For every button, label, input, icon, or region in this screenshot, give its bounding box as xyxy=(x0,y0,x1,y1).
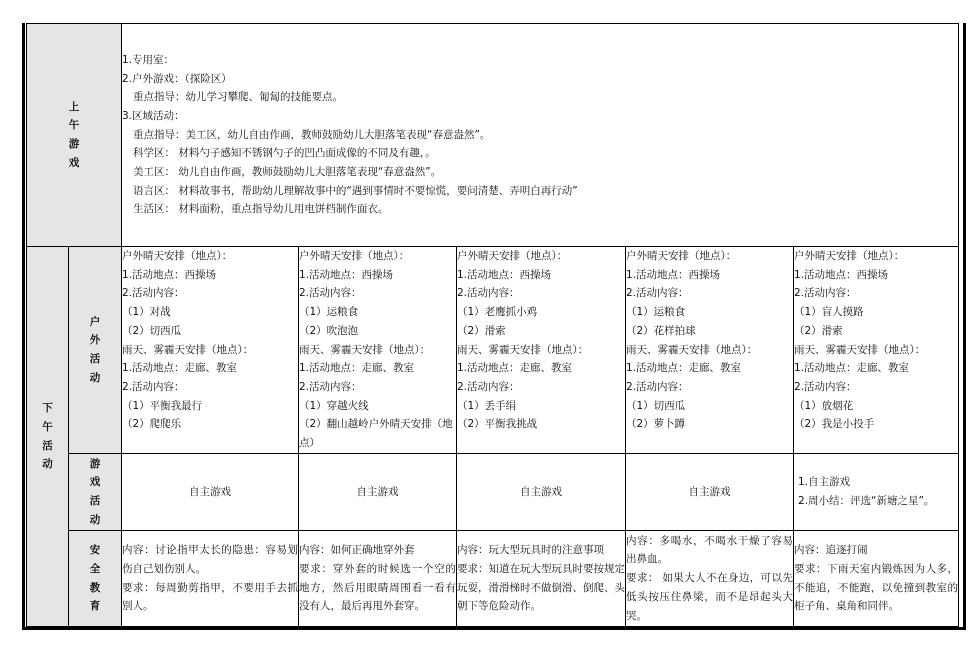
outdoor-line: 户外晴天安排（地点）： xyxy=(122,250,233,262)
outdoor-line: 2.活动内容： xyxy=(122,380,185,393)
outdoor-line: 2.活动内容： xyxy=(794,380,857,393)
morning-line: 重点指导：幼儿学习攀爬、匍匐的技能要点。 xyxy=(133,91,343,104)
outdoor-label: 户外活动 xyxy=(89,315,101,384)
safety-day-4 xyxy=(626,531,794,627)
outdoor-line: 户外晴天安排（地点）： xyxy=(794,250,905,262)
morning-line: 生活区： 材料面粉，重点指导幼儿用电饼档制作面衣。 xyxy=(133,203,389,216)
outdoor-line: （2）吹泡泡 xyxy=(299,324,359,337)
outdoor-line: 1.活动地点：西操场 xyxy=(457,268,552,281)
outdoor-line: （1）丢手绢 xyxy=(457,399,517,412)
outdoor-line: （1）平衡我最行 xyxy=(122,399,203,412)
safety-label: 安全教育 xyxy=(89,544,101,613)
outdoor-line: 1.活动地点：走廊、教室 xyxy=(299,362,415,375)
outdoor-line: 2.活动内容： xyxy=(626,380,689,393)
outdoor-line: （1）运粮食 xyxy=(626,306,686,319)
game-line: 1.自主游戏 xyxy=(798,476,851,488)
outdoor-line: （2）我是小投手 xyxy=(794,418,875,431)
game-day-1 xyxy=(122,454,299,531)
outdoor-day-5 xyxy=(794,247,959,454)
outdoor-line: （2）翻山越岭户外晴天安排（地点） xyxy=(299,418,453,450)
morning-label: 上午游戏 xyxy=(68,100,80,169)
outdoor-line: 1.活动地点：西操场 xyxy=(794,268,889,281)
safety-label-cell xyxy=(69,531,122,627)
outdoor-line: 2.活动内容： xyxy=(457,380,520,393)
safety-day-3 xyxy=(457,531,626,627)
safety-content: 内容：追逐打闹 xyxy=(794,544,868,557)
morning-line: 3.区域活动： xyxy=(122,109,185,122)
outdoor-day-2 xyxy=(299,247,457,454)
morning-label-cell xyxy=(27,24,122,247)
safety-row xyxy=(27,531,959,627)
outdoor-line: （1）放烟花 xyxy=(794,399,854,412)
outdoor-line: 雨天、雾霾天安排（地点）： xyxy=(626,343,758,356)
game-text: 自主游戏 xyxy=(189,485,231,498)
morning-line: 1.专用室： xyxy=(122,53,175,66)
game-text: 自主游戏 xyxy=(688,485,731,498)
outdoor-line: 户外晴天安排（地点）： xyxy=(299,250,410,262)
afternoon-label-cell xyxy=(27,247,69,627)
safety-content: 内容：玩大型玩具时的注意事项 xyxy=(457,544,604,557)
morning-row xyxy=(27,24,959,247)
safety-day-2 xyxy=(299,531,457,627)
game-line: 2.周小结：评选“新塘之星”。 xyxy=(798,495,935,507)
outdoor-line: （2）切西瓜 xyxy=(122,324,182,337)
game-day-2 xyxy=(299,454,457,531)
safety-requirement: 要求： 如果大人不在身边，可以先低头按压住鼻梁，而不是昂起头大哭。 xyxy=(626,572,793,622)
plan-table-frame xyxy=(22,23,966,630)
outdoor-row xyxy=(27,247,959,454)
outdoor-line: 1.活动地点：西操场 xyxy=(626,268,721,281)
game-day-3 xyxy=(457,454,626,531)
outdoor-day-1 xyxy=(122,247,299,454)
outdoor-line: （2）萝卜蹲 xyxy=(626,418,686,431)
game-day-4 xyxy=(626,454,794,531)
outdoor-line: 2.活动内容： xyxy=(122,287,185,300)
safety-content: 内容：如何正确地穿外套 xyxy=(299,544,415,557)
outdoor-day-3 xyxy=(457,247,626,454)
outdoor-line: 户外晴天安排（地点）： xyxy=(457,250,568,262)
safety-requirement: 要求：下雨天室内锻炼因为人多，不能追，不能跑，以免撞到教室的柜子角、桌角和同伴。 xyxy=(794,562,958,613)
outdoor-line: （1）盲人摸路 xyxy=(794,306,864,319)
game-label-cell xyxy=(69,454,122,531)
safety-requirement: 要求：穿外套的时候选一个空的地方，然后用眼睛周围看一看有没有人，最后再甩外套穿。 xyxy=(299,562,456,613)
morning-line: 2.户外游戏：（探险区） xyxy=(122,72,232,85)
outdoor-line: （2）滑索 xyxy=(794,324,843,337)
outdoor-line: （2）平衡我挑战 xyxy=(457,418,538,431)
outdoor-line: （2）滑索 xyxy=(457,324,506,337)
morning-line: 科学区： 材料勺子感知不锈钢勺子的凹凸面成像的不同及有趣，。 xyxy=(133,147,436,160)
outdoor-line: 雨天、雾霾天安排（地点）： xyxy=(122,343,254,356)
morning-line: 重点指导：美工区，幼儿自由作画，教师鼓励幼儿大胆落笔表现“春意盎然”。 xyxy=(133,128,491,141)
morning-content-cell xyxy=(122,24,959,247)
game-row xyxy=(27,454,959,531)
outdoor-line: 雨天、雾霾天安排（地点）： xyxy=(457,343,589,356)
outdoor-line: 1.活动地点：走廊、教室 xyxy=(626,362,742,375)
safety-day-5 xyxy=(794,531,959,627)
game-text: 自主游戏 xyxy=(520,485,562,498)
outdoor-line: 户外晴天安排（地点）： xyxy=(626,250,737,262)
outdoor-label-cell xyxy=(69,247,122,454)
outdoor-line: （1）切西瓜 xyxy=(626,399,686,412)
outdoor-line: 1.活动地点：走廊、教室 xyxy=(122,362,238,375)
safety-day-1 xyxy=(122,531,299,627)
game-day-5 xyxy=(794,454,959,531)
outdoor-line: （2）花样拍球 xyxy=(626,324,696,337)
outdoor-line: 2.活动内容： xyxy=(794,287,857,300)
morning-line: 美工区： 幼儿自由作画，教师鼓励幼儿大胆落笔表现“春意盎然”。 xyxy=(133,166,442,179)
outdoor-line: （1）运粮食 xyxy=(299,306,359,319)
outdoor-day-4 xyxy=(626,247,794,454)
safety-content: 内容：讨论指甲太长的隐患：容易划伤自己划伤别人。 xyxy=(122,544,298,575)
outdoor-line: （1）穿越火线 xyxy=(299,399,369,412)
game-label: 游戏活动 xyxy=(89,457,101,526)
outdoor-line: 2.活动内容： xyxy=(299,380,362,393)
outdoor-line: 雨天、雾霾天安排（地点）： xyxy=(794,343,926,356)
outdoor-line: 2.活动内容： xyxy=(626,287,689,300)
safety-content: 内容：多喝水，不喝水干燥了容易出鼻血。 xyxy=(626,534,793,566)
outdoor-line: （1）对战 xyxy=(122,306,171,319)
outdoor-line: 1.活动地点：西操场 xyxy=(299,268,394,281)
game-text: 自主游戏 xyxy=(356,485,399,498)
morning-line: 语言区： 材料故事书，帮助幼儿理解故事中的“遇到事情时不要惊慌，要问清楚、弄明白再行动” xyxy=(133,184,578,197)
outdoor-line: 2.活动内容： xyxy=(299,287,362,300)
activity-plan-table xyxy=(26,23,959,627)
outdoor-line: （1）老鹰抓小鸡 xyxy=(457,306,538,319)
outdoor-line: （2）爬爬乐 xyxy=(122,418,182,431)
outdoor-line: 1.活动地点：走廊、教室 xyxy=(457,362,573,375)
afternoon-label: 下午活动 xyxy=(42,402,53,471)
outdoor-line: 1.活动地点：走廊、教室 xyxy=(794,362,910,375)
outdoor-line: 雨天、雾霾天安排（地点）： xyxy=(299,343,431,356)
outdoor-line: 2.活动内容： xyxy=(457,287,520,300)
safety-requirement: 要求：知道在玩大型玩具时要按规定玩耍，滑滑梯时不做倒滑、倒爬、头朝下等危险动作。 xyxy=(457,562,625,613)
outdoor-line: 1.活动地点：西操场 xyxy=(122,268,217,281)
safety-requirement: 要求：每周勤剪指甲，不要用手去抓别人。 xyxy=(122,581,298,613)
